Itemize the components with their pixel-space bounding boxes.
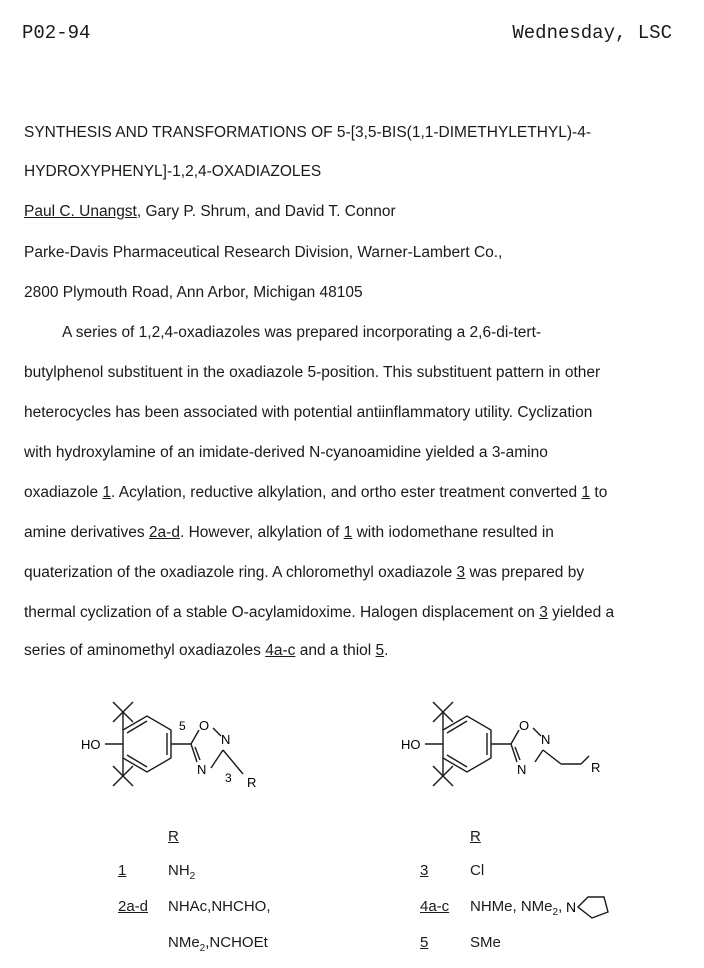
compound-ref: 1 [343,524,353,541]
session-label: Wednesday, LSC [512,22,672,44]
ho-label: HO [401,737,421,752]
abstract-line: heterocycles has been associated with potential antiinflammatory utility. Cyclization [24,404,593,421]
text: to [590,484,608,501]
abstract-line: A series of 1,2,4-oxadiazoles was prepared incorporating a 2,6-di-tert- [62,324,542,341]
ho-label: HO [81,737,101,752]
affiliation-line-2: 2800 Plymouth Road, Ann Arbor, Michigan 48105 [24,284,363,301]
compound-ref: 1 [581,484,591,501]
authors [24,203,396,221]
text: . However, alkylation of [179,524,344,541]
co-authors: , Gary P. Shrum, and David T. Connor [136,203,396,220]
r-label: R [591,760,601,775]
text: . Acylation, reductive alkylation, and ortho ester treatment converted [111,484,582,501]
compound-ref: 5 [375,642,385,659]
substituent: SMe [470,934,501,951]
abstract-line [24,524,554,542]
abstract-line [24,564,584,582]
compound-id: 3 [420,862,429,879]
compound-ref: 4a-c [265,642,296,659]
compound-ref: 1 [102,484,112,501]
left-structure [75,700,275,810]
presenting-author: Paul C. Unangst [24,203,137,220]
substituent: NHMe, NMe$_2$, [470,898,563,918]
pyrrolidine-nitrogen: N [566,899,577,915]
table-header: R [470,828,481,845]
abstract-line: butylphenol substituent in the oxadiazole 5-position. This substituent pattern in other [24,364,601,381]
text: amine derivatives [24,524,149,541]
substituent: NHAc,NHCHO, [168,898,271,915]
compound-id: 4a-c [420,898,450,915]
title-line-1: SYNTHESIS AND TRANSFORMATIONS OF 5-[3,5-BIS(1,1-DIMETHYLETHYL)-4- [24,124,591,141]
right-structure [395,700,635,810]
text: thermal cyclization of a stable O-acylamidoxime. Halogen displacement on [24,604,540,621]
compound-ref: 2a-d [148,524,180,541]
compound-id: 5 [420,934,429,951]
text: with iodomethane resulted in [352,524,554,541]
text: was prepared by [465,564,585,581]
abstract-line: with hydroxylamine of an imidate-derived N-cyanoamidine yielded a 3-amino [24,444,548,461]
text: and a thiol [295,642,376,659]
text: yielded a [547,604,615,621]
abstract-line [24,642,388,660]
position-3-label: 3 [225,771,232,785]
text: quaterization of the oxadiazole ring. A chloromethyl oxadiazole [24,564,457,581]
abstract-line [24,604,614,622]
text: oxadiazole [24,484,103,501]
table-header: R [168,828,179,845]
text: . [384,642,389,659]
substituent: Cl [470,862,485,879]
nitrogen-4-label: N [517,762,527,777]
pyrrolidine-icon [566,890,616,924]
substituent: $NH_2$ [168,862,196,882]
oxygen-label: O [199,718,210,733]
nitrogen-2-label: N [221,732,231,747]
nitrogen-4-label: N [197,762,207,777]
r-label: R [247,775,257,790]
page-code: P02-94 [22,22,91,44]
substituent: NMe$_2$,NCHOEt [168,934,268,954]
compound-id: 1 [118,862,127,879]
abstract-line [24,484,607,502]
nitrogen-2-label: N [541,732,551,747]
compound-id: 2a-d [118,898,149,915]
affiliation-line-1: Parke-Davis Pharmaceutical Research Division, Warner-Lambert Co., [24,244,503,261]
oxygen-label: O [519,718,530,733]
title-line-2: HYDROXYPHENYL]-1,2,4-OXADIAZOLES [24,163,322,180]
text: series of aminomethyl oxadiazoles [24,642,266,659]
compound-ref: 3 [539,604,548,621]
compound-ref: 3 [456,564,466,581]
position-5-label: 5 [179,719,186,733]
